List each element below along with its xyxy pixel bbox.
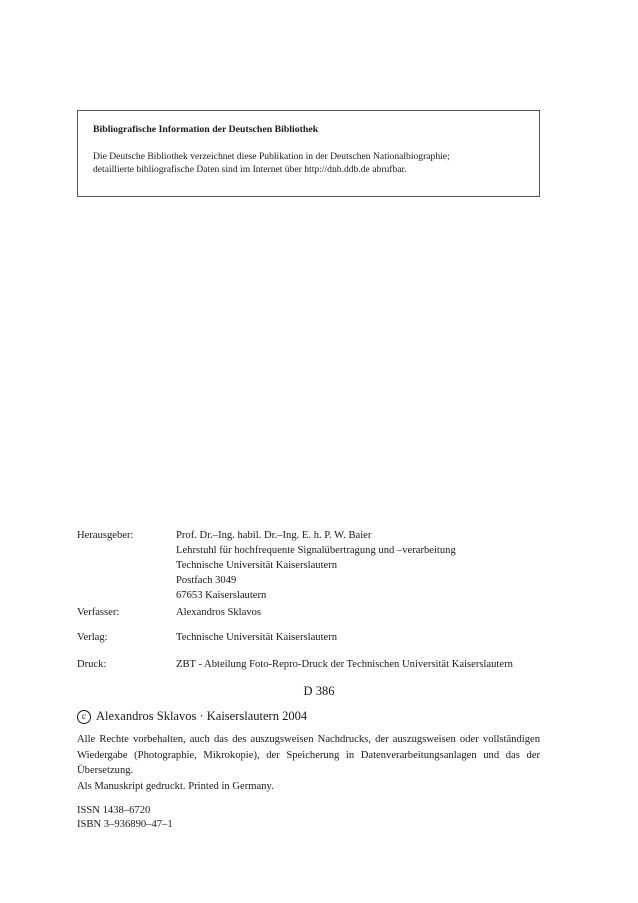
- verlag-label: Verlag:: [77, 632, 108, 643]
- copyright-icon: c: [77, 710, 91, 724]
- herausgeber-university: Technische Universität Kaiserslautern: [176, 560, 338, 571]
- bibliographic-info-line-2: detaillierte bibliografische Daten sind im Internet über http://dnb.ddb.de abrufbar.: [93, 164, 407, 175]
- bibliographic-info-title: Bibliografische Information der Deutschen Bibliothek: [93, 124, 319, 135]
- manuskript-note: Als Manuskript gedruckt. Printed in Germany.: [77, 781, 274, 792]
- herausgeber-postfach: Postfach 3049: [176, 575, 237, 586]
- herausgeber-name: Prof. Dr.–Ing. habil. Dr.–Ing. E. h. P. W. Baier: [176, 530, 372, 541]
- druck-value: ZBT - Abteilung Foto-Repro-Druck der Technischen Universität Kaiserslautern: [176, 659, 513, 670]
- rights-paragraph: Alle Rechte vorbehalten, auch das des auszugsweisen Nachdrucks, der auszugsweisen oder vollständigen Wiedergabe (Photographie, Mikrokopie), der Speicherung in Datenverarbeitungsanlagen und das der Übersetzung.: [77, 734, 540, 776]
- verfasser-value: Alexandros Sklavos: [176, 607, 262, 618]
- herausgeber-chair: Lehrstuhl für hochfrequente Signalübertragung und –verarbeitung: [176, 545, 456, 556]
- verfasser-label: Verfasser:: [77, 607, 120, 618]
- copyright-line: [77, 709, 307, 724]
- druck-label: Druck:: [77, 659, 107, 670]
- verlag-value: Technische Universität Kaiserslautern: [176, 632, 338, 643]
- copyright-text: Alexandros Sklavos · Kaiserslautern 2004: [96, 709, 308, 723]
- isbn: ISBN 3–936890–47–1: [77, 819, 173, 830]
- issn: ISSN 1438–6720: [77, 805, 151, 816]
- bibliographic-info-box: [77, 110, 540, 197]
- bibliographic-info-line-1: Die Deutsche Bibliothek verzeichnet diese Publikation in der Deutschen Nationalbiographie;: [93, 151, 450, 162]
- herausgeber-city: 67653 Kaiserslautern: [176, 590, 267, 601]
- dissertation-number: D 386: [303, 684, 335, 698]
- herausgeber-label: Herausgeber:: [77, 530, 134, 541]
